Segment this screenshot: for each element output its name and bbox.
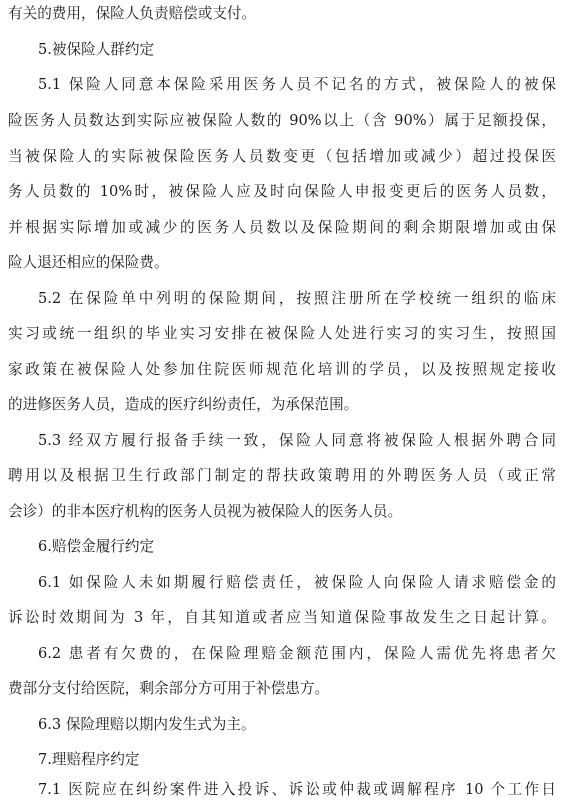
text-line: 当被保险人的实际被保险医务人员数变更（包括增加或减少）超过投保医: [8, 148, 556, 165]
text-line: 务人员数的 10%时，被保险人应及时向保险人申报变更后的医务人员数，: [8, 183, 556, 200]
text-line: 诉讼时效期间为 3 年，自其知道或者应当知道保险事故发生之日起计算。: [8, 609, 556, 626]
section-heading: 5.被保险人群约定: [38, 41, 155, 58]
text-line: 险医务人员数达到实际应被保险人数的 90%以上（含 90%）属于足额投保，: [8, 112, 556, 129]
text-line: 家政策在被保险人处参加住院医师规范化培训的学员，以及按照规定接收: [8, 361, 556, 378]
text-line: 6.3 保险理赔以期内发生式为主。: [38, 716, 256, 733]
text-line: 并根据实际增加或减少的医务人员数以及保险期间的剩余期限增加或由保: [8, 219, 556, 236]
section-heading: 6.赔偿金履行约定: [38, 538, 155, 555]
text-line: 6.1 如保险人未如期履行赔偿责任，被保险人向保险人请求赔偿金的: [38, 574, 556, 591]
text-line: 会诊）的非本医疗机构的医务人员视为被保险人的医务人员。: [8, 503, 403, 520]
text-line: 5.3 经双方履行报备手续一致，保险人同意将被保险人根据外聘合同: [38, 432, 556, 449]
text-line: 的进修医务人员，造成的医疗纠纷责任，为承保范围。: [8, 396, 359, 413]
text-line: 险人退还相应的保险费。: [8, 254, 169, 271]
text-line: 5.2 在保险单中列明的保险期间，按照注册所在学校统一组织的临床: [38, 290, 556, 307]
text-line: 实习或统一组织的毕业实习安排在被保险人处进行实习的实习生，按照国: [8, 325, 556, 342]
text-line: 有关的费用，保险人负责赔偿或支付。: [8, 5, 257, 22]
text-line: 费部分支付给医院，剩余部分方可用于补偿患方。: [8, 680, 330, 697]
text-line: 聘用以及根据卫生行政部门制定的帮扶政策聘用的外聘医务人员（或正常: [8, 467, 556, 484]
text-line: 6.2 患者有欠费的，在保险理赔金额范围内，保险人需优先将患者欠: [38, 645, 556, 662]
section-heading: 7.理赔程序约定: [38, 751, 140, 768]
text-line: 5.1 保险人同意本保险采用医务人员不记名的方式，被保险人的被保: [38, 76, 556, 93]
text-line: 7.1 医院应在纠纷案件进入投诉、诉讼或仲裁或调解程序 10 个工作日: [38, 781, 556, 798]
